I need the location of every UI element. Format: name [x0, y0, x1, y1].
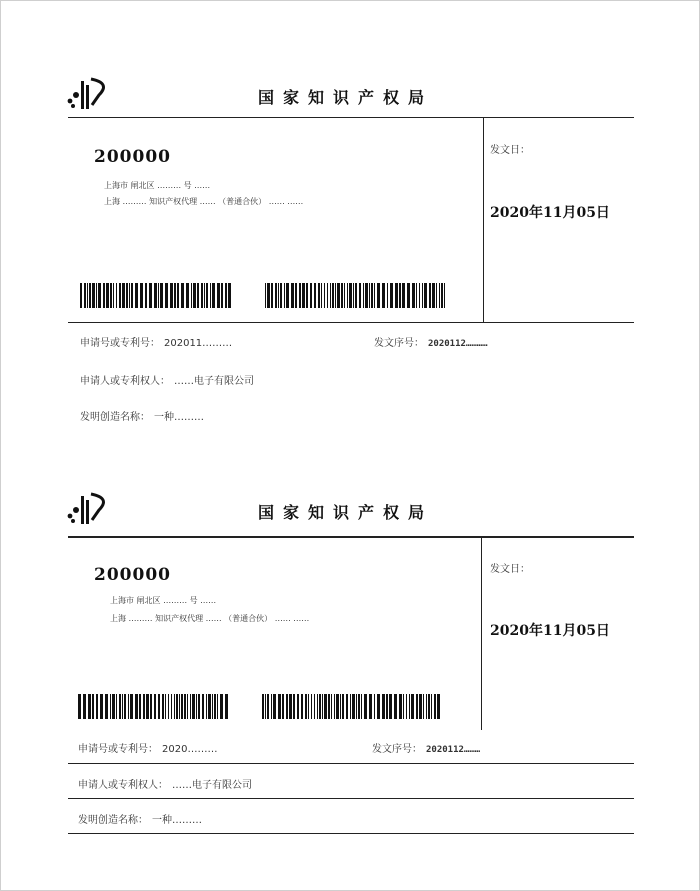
- applicant-name: ……电子有限公司: [174, 376, 254, 387]
- application-number: 202011………: [164, 338, 233, 349]
- header-rule: [68, 117, 634, 118]
- barcode-icon: [262, 694, 444, 719]
- section-rule: [68, 763, 634, 764]
- cnipa-logo-icon: [62, 75, 114, 113]
- barcode-icon: [80, 283, 232, 308]
- address-line: 上海市 闸北区 ……… 号 ……: [104, 181, 211, 190]
- postcode: 200000: [94, 565, 171, 585]
- cnipa-logo-icon: [62, 490, 114, 528]
- agent-line: 上海 ……… 知识产权代理 …… （普通合伙） …… ……: [110, 614, 310, 623]
- application-number: 2020………: [162, 744, 218, 755]
- agency-name: 国家知识产权局: [258, 503, 434, 522]
- serial-number-label: 发文序号：: [374, 338, 424, 349]
- applicant-label: 申请人或专利权人：: [78, 780, 168, 791]
- column-divider: [481, 538, 482, 730]
- application-number-field: [80, 334, 232, 349]
- applicant-label: 申请人或专利权人：: [80, 376, 170, 387]
- section-rule: [68, 798, 634, 799]
- section-rule: [68, 322, 634, 323]
- agency-name: 国家知识产权局: [258, 88, 434, 107]
- postcode: 200000: [94, 147, 171, 167]
- notice-slip: [0, 490, 700, 890]
- applicant-name: ……电子有限公司: [172, 780, 252, 791]
- date-label: 发文日：: [490, 564, 530, 575]
- barcode-icon: [78, 694, 230, 719]
- serial-number-field: [374, 334, 488, 349]
- serial-number: 2020112…………: [428, 339, 488, 349]
- issue-date: 2020年11月05日: [490, 623, 610, 639]
- application-number-label: 申请号或专利号：: [80, 338, 160, 349]
- application-number-field: [78, 740, 217, 755]
- invention-title: 一种………: [152, 815, 202, 826]
- application-number-label: 申请号或专利号：: [78, 744, 158, 755]
- issue-date: 2020年11月05日: [490, 205, 610, 221]
- date-label: 发文日：: [490, 145, 530, 156]
- column-divider: [483, 117, 484, 322]
- invention-title-field: [80, 408, 204, 423]
- agent-line: 上海 ……… 知识产权代理 …… （普通合伙） …… ……: [104, 197, 304, 206]
- barcode-icon: [265, 283, 447, 308]
- header-rule: [68, 536, 634, 538]
- applicant-field: [80, 372, 254, 387]
- invention-title: 一种………: [154, 412, 204, 423]
- serial-number: 2020112………: [426, 745, 481, 755]
- invention-title-label: 发明创造名称：: [80, 412, 150, 423]
- notice-slip: [0, 75, 700, 475]
- applicant-field: [78, 776, 252, 791]
- invention-title-label: 发明创造名称：: [78, 815, 148, 826]
- invention-title-field: [78, 811, 202, 826]
- serial-number-field: [372, 740, 480, 755]
- address-line: 上海市 闸北区 ……… 号 ……: [110, 596, 217, 605]
- serial-number-label: 发文序号：: [372, 744, 422, 755]
- section-rule: [68, 833, 634, 834]
